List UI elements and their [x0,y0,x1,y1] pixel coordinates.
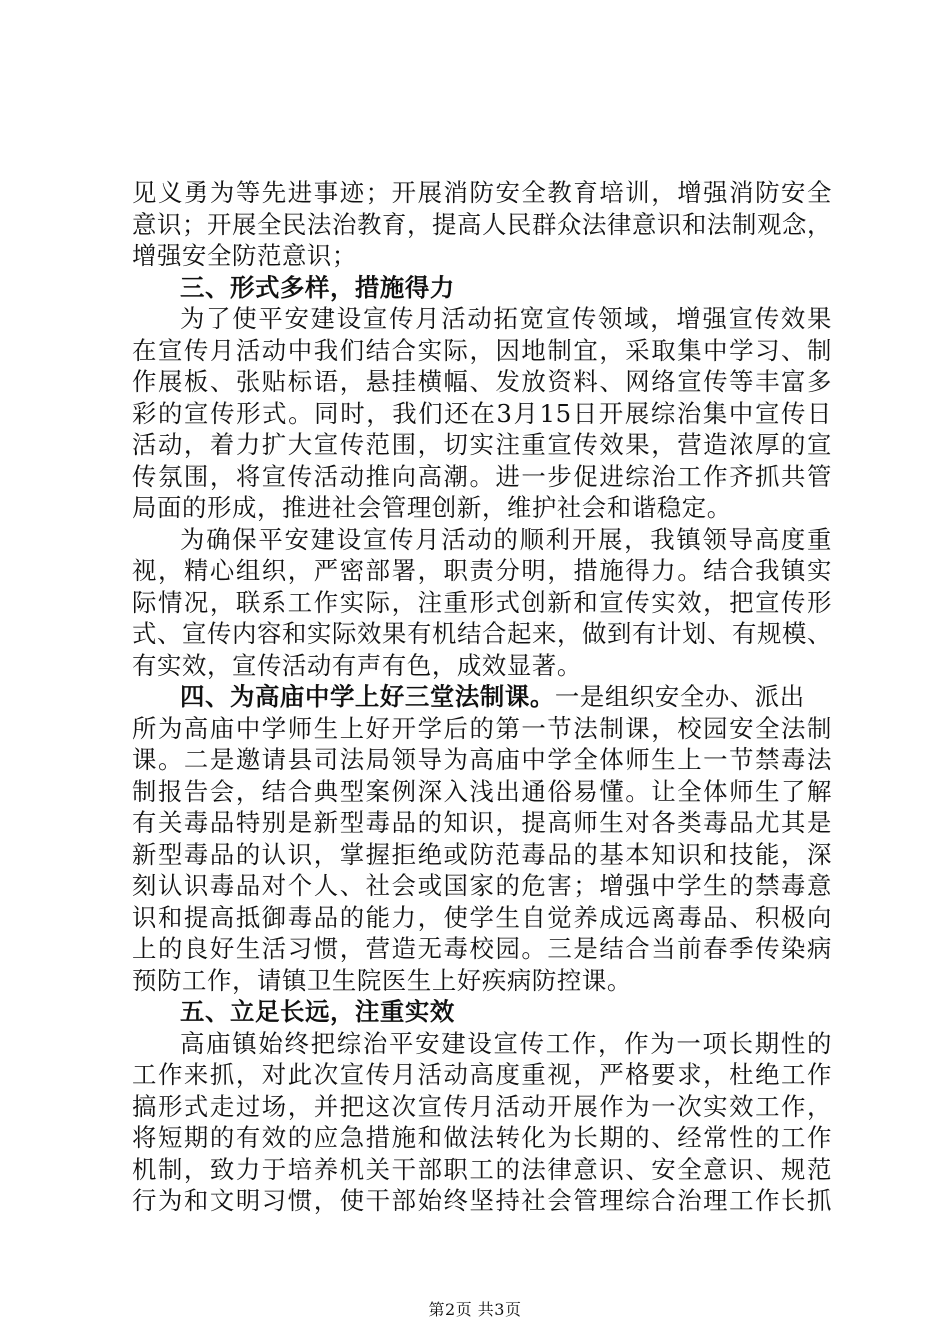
text-line: 刻认识毒品对个人、社会或国家的危害；增强中学生的禁毒意 [132,871,832,900]
text-line: 意识；开展全民法治教育，提高人民群众法律意识和法制观念， [132,210,832,239]
text-line: 将短期的有效的应急措施和做法转化为长期的、经常性的工作 [132,1123,832,1152]
text-line: 际情况，联系工作实际，注重形式创新和宣传实效，把宣传形 [132,588,832,617]
text-line: 课。二是邀请县司法局领导为高庙中学全体师生上一节禁毒法 [132,745,832,774]
text-line: 在宣传月活动中我们结合实际，因地制宜，采取集中学习、制 [132,336,832,365]
text-line: 活动，着力扩大宣传范围，切实注重宣传效果，营造浓厚的宣 [132,430,832,459]
text-line: 为了使平安建设宣传月活动拓宽宣传领域，增强宣传效果 [180,304,832,333]
text-line: 有实效，宣传活动有声有色，成效显著。 [132,651,582,680]
text-line: 有关毒品特别是新型毒品的知识，提高师生对各类毒品尤其是 [132,808,832,837]
text-line: 视，精心组织，严密部署，职责分明，措施得力。结合我镇实 [132,556,832,585]
text-line: 高庙镇始终把综治平安建设宣传工作，作为一项长期性的 [180,1029,832,1058]
text-line: 预防工作，请镇卫生院医生上好疾病防控课。 [132,966,632,995]
text-line: 为确保平安建设宣传月活动的顺利开展，我镇领导高度重 [180,525,832,554]
text-line: 搞形式走过场，并把这次宣传月活动开展作为一次实效工作， [132,1092,832,1121]
text-line: 作展板、张贴标语，悬挂横幅、发放资料、网络宣传等丰富多 [132,367,832,396]
text-line: 局面的形成，推进社会管理创新，维护社会和谐稳定。 [132,493,732,522]
text-line: 上的良好生活习惯，营造无毒校园。三是结合当前春季传染病 [132,934,832,963]
text-line: 彩的宣传形式。同时，我们还在3月15日开展综治集中宣传日 [132,399,832,428]
text-line: 见义勇为等先进事迹；开展消防安全教育培训，增强消防安全 [132,178,832,207]
text-line: 机制，致力于培养机关干部职工的法律意识、安全意识、规范 [132,1155,832,1184]
section-heading-3: 三、形式多样，措施得力 [180,273,455,302]
text-line: 制报告会，结合典型案例深入浅出通俗易懂。让全体师生了解 [132,777,832,806]
text-line: 所为高庙中学师生上好开学后的第一节法制课，校园安全法制 [132,714,832,743]
text-run: 一是组织安全办、派出 [554,682,805,711]
text-line: 增强安全防范意识； [132,241,357,270]
text-line: 传氛围，将宣传活动推向高潮。进一步促进综治工作齐抓共管 [132,462,832,491]
section-heading-4: 四、为高庙中学上好三堂法制课。 [180,682,555,711]
text-line: 新型毒品的认识，掌握拒绝或防范毒品的基本知识和技能，深 [132,840,832,869]
page-footer: 第2页 共3页 [428,1300,522,1319]
section-4-first-line [180,681,805,712]
text-line: 行为和文明习惯，使干部始终坚持社会管理综合治理工作长抓 [132,1186,832,1215]
text-line: 式、宣传内容和实际效果有机结合起来，做到有计划、有规模、 [132,619,832,648]
section-heading-5: 五、立足长远，注重实效 [180,997,455,1026]
text-line: 识和提高抵御毒品的能力，使学生自觉养成远离毒品、积极向 [132,903,832,932]
text-line: 工作来抓，对此次宣传月活动高度重视，严格要求，杜绝工作 [132,1060,832,1089]
